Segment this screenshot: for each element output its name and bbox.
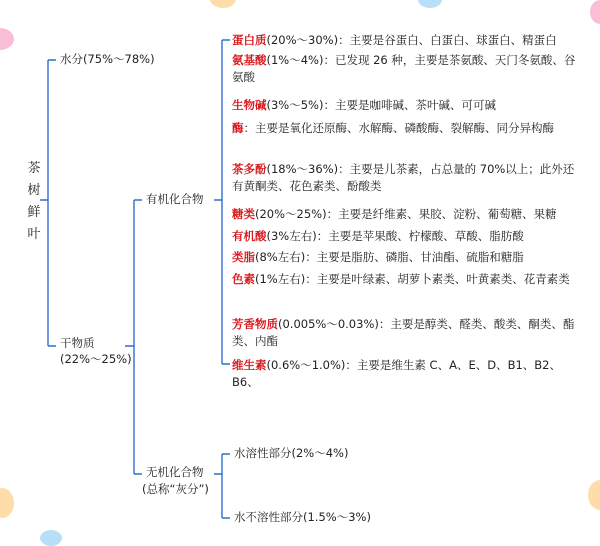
component-detail: (1%左右)：主要是叶绿素、胡萝卜素类、叶黄素类、花青素类 [255, 272, 570, 286]
component-item [232, 249, 582, 266]
component-item [232, 206, 582, 223]
component-name: 有机酸 [232, 229, 267, 243]
root-char: 树 [27, 183, 41, 198]
component-detail: (0.005%～0.03%)：主要是醇类、醛类、酸类、酮类、酯类、内酯 [232, 317, 575, 348]
component-item [232, 120, 582, 137]
component-item [232, 228, 582, 245]
component-name: 芳香物质 [232, 317, 278, 331]
component-name: 茶多酚 [232, 162, 267, 176]
component-name: 生物碱 [232, 98, 267, 112]
component-item [232, 271, 582, 288]
component-detail: ：主要是氧化还原酶、水解酶、磷酸酶、裂解酶、同分异构酶 [243, 121, 554, 135]
dry-matter-range: (22%～25%) [60, 352, 132, 366]
component-item [232, 316, 582, 350]
root-char: 茶 [27, 161, 41, 176]
component-detail: (20%～30%)：主要是谷蛋白、白蛋白、球蛋白、精蛋白 [266, 33, 557, 47]
component-detail: (0.6%～1.0%)：主要是维生素 C、A、E、D、B1、B2、B6、 [232, 358, 561, 389]
root-label [26, 158, 42, 246]
bracket-level1 [40, 60, 56, 346]
root-char: 鲜 [27, 205, 41, 220]
component-name: 蛋白质 [232, 33, 267, 47]
inorganic-part: 水不溶性部分(1.5%～3%) [234, 510, 371, 524]
component-detail: (8%左右)：主要是脂肪、磷脂、甘油酯、硫脂和糖脂 [255, 250, 524, 264]
root-char: 叶 [27, 227, 41, 242]
component-name: 糖类 [232, 207, 255, 221]
component-detail: (3%左右)：主要是苹果酸、柠檬酸、草酸、脂肪酸 [266, 229, 524, 243]
component-item [232, 357, 582, 391]
component-name: 类脂 [232, 250, 255, 264]
component-name: 维生素 [232, 358, 267, 372]
component-name: 氨基酸 [232, 53, 267, 67]
organic-label: 有机化合物 [146, 192, 204, 206]
bracket-inorganic [214, 454, 230, 518]
component-name: 色素 [232, 272, 255, 286]
component-item [232, 97, 582, 114]
component-item [232, 32, 582, 49]
bracket-organic [214, 40, 230, 364]
bracket-level2 [125, 200, 142, 474]
inorganic-note: (总称“灰分”) [142, 482, 209, 496]
inorganic-label: 无机化合物 [146, 465, 204, 479]
component-item [232, 52, 582, 86]
component-name: 酶 [232, 121, 244, 135]
dry-matter-label: 干物质 [60, 336, 95, 350]
component-detail: (1%～4%)：已发现 26 种，主要是茶氨酸、天门冬氨酸、谷氨酸 [232, 53, 576, 84]
component-detail: (20%～25%)：主要是纤维素、果胶、淀粉、葡萄糖、果糖 [255, 207, 557, 221]
component-detail: (3%～5%)：主要是咖啡碱、茶叶碱、可可碱 [266, 98, 496, 112]
component-detail: (18%～36%)：主要是儿茶素，占总量的 70%以上；此外还有黄酮类、花色素类、酚酸类 [232, 162, 575, 193]
component-item [232, 161, 582, 195]
inorganic-part: 水溶性部分(2%～4%) [234, 446, 349, 460]
water-label: 水分(75%～78%) [60, 52, 155, 66]
